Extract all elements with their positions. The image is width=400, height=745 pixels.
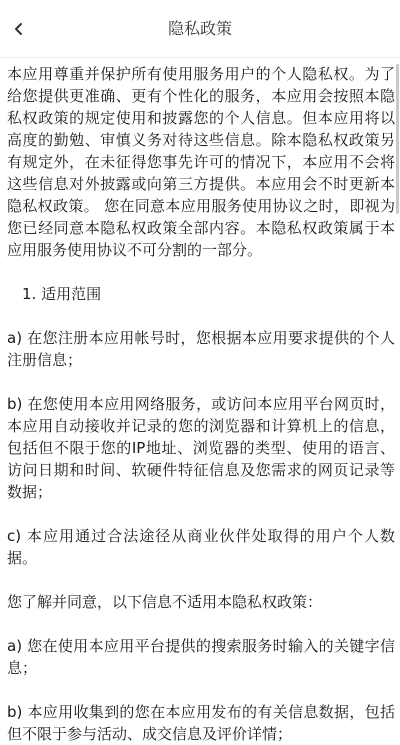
scope-item-c: c) 本应用通过合法途径从商业伙伴处取得的用户个人数据。 — [7, 527, 395, 567]
privacy-policy-content[interactable] — [0, 58, 400, 743]
intro-paragraph: 本应用尊重并保护所有使用服务用户的个人隐私权。为了给您提供更准确、更有个性化的服务，本应用会按照本隐私权政策的规定使用和披露您的个人信息。但本应用将以高度的勤勉、审慎义务对待这些信息。除本隐私权政策另有规定外，在未征得您事先许可的情况下，本应用不会将这些信息对外披露或向第三方提供。本应用会不时更新本隐私权政策。 您在同意本应用服务使用协议之时，即视为您已经同意本隐私权政策全部内容。本隐私权政策属于本应用服务使用协议不可分割的一部分。 — [7, 65, 395, 259]
chevron-left-icon — [12, 21, 26, 37]
back-button[interactable] — [4, 14, 34, 44]
scrollbar[interactable] — [396, 64, 399, 214]
exclusion-item-a: a) 您在使用本应用平台提供的搜索服务时输入的关键字信息； — [7, 637, 395, 677]
exclusion-intro: 您了解并同意，以下信息不适用本隐私权政策： — [7, 593, 323, 611]
exclusion-item-b: b) 本应用收集到的您在本应用发布的有关信息数据，包括但不限于参与活动、成交信息及评价详情； — [7, 703, 395, 743]
scope-item-b: b) 在您使用本应用网络服务，或访问本应用平台网页时，本应用自动接收并记录的您的浏览器和计算机上的信息，包括但不限于您的IP地址、浏览器的类型、使用的语言、访问日期和时间、软硬件特征信息及您需求的网页记录等数据； — [7, 395, 395, 501]
page-title: 隐私政策 — [167, 19, 232, 38]
scope-item-a: a) 在您注册本应用帐号时，您根据本应用要求提供的个人注册信息； — [7, 329, 395, 369]
app-header — [0, 0, 400, 58]
section-heading-scope: 1. 适用范围 — [22, 285, 102, 303]
